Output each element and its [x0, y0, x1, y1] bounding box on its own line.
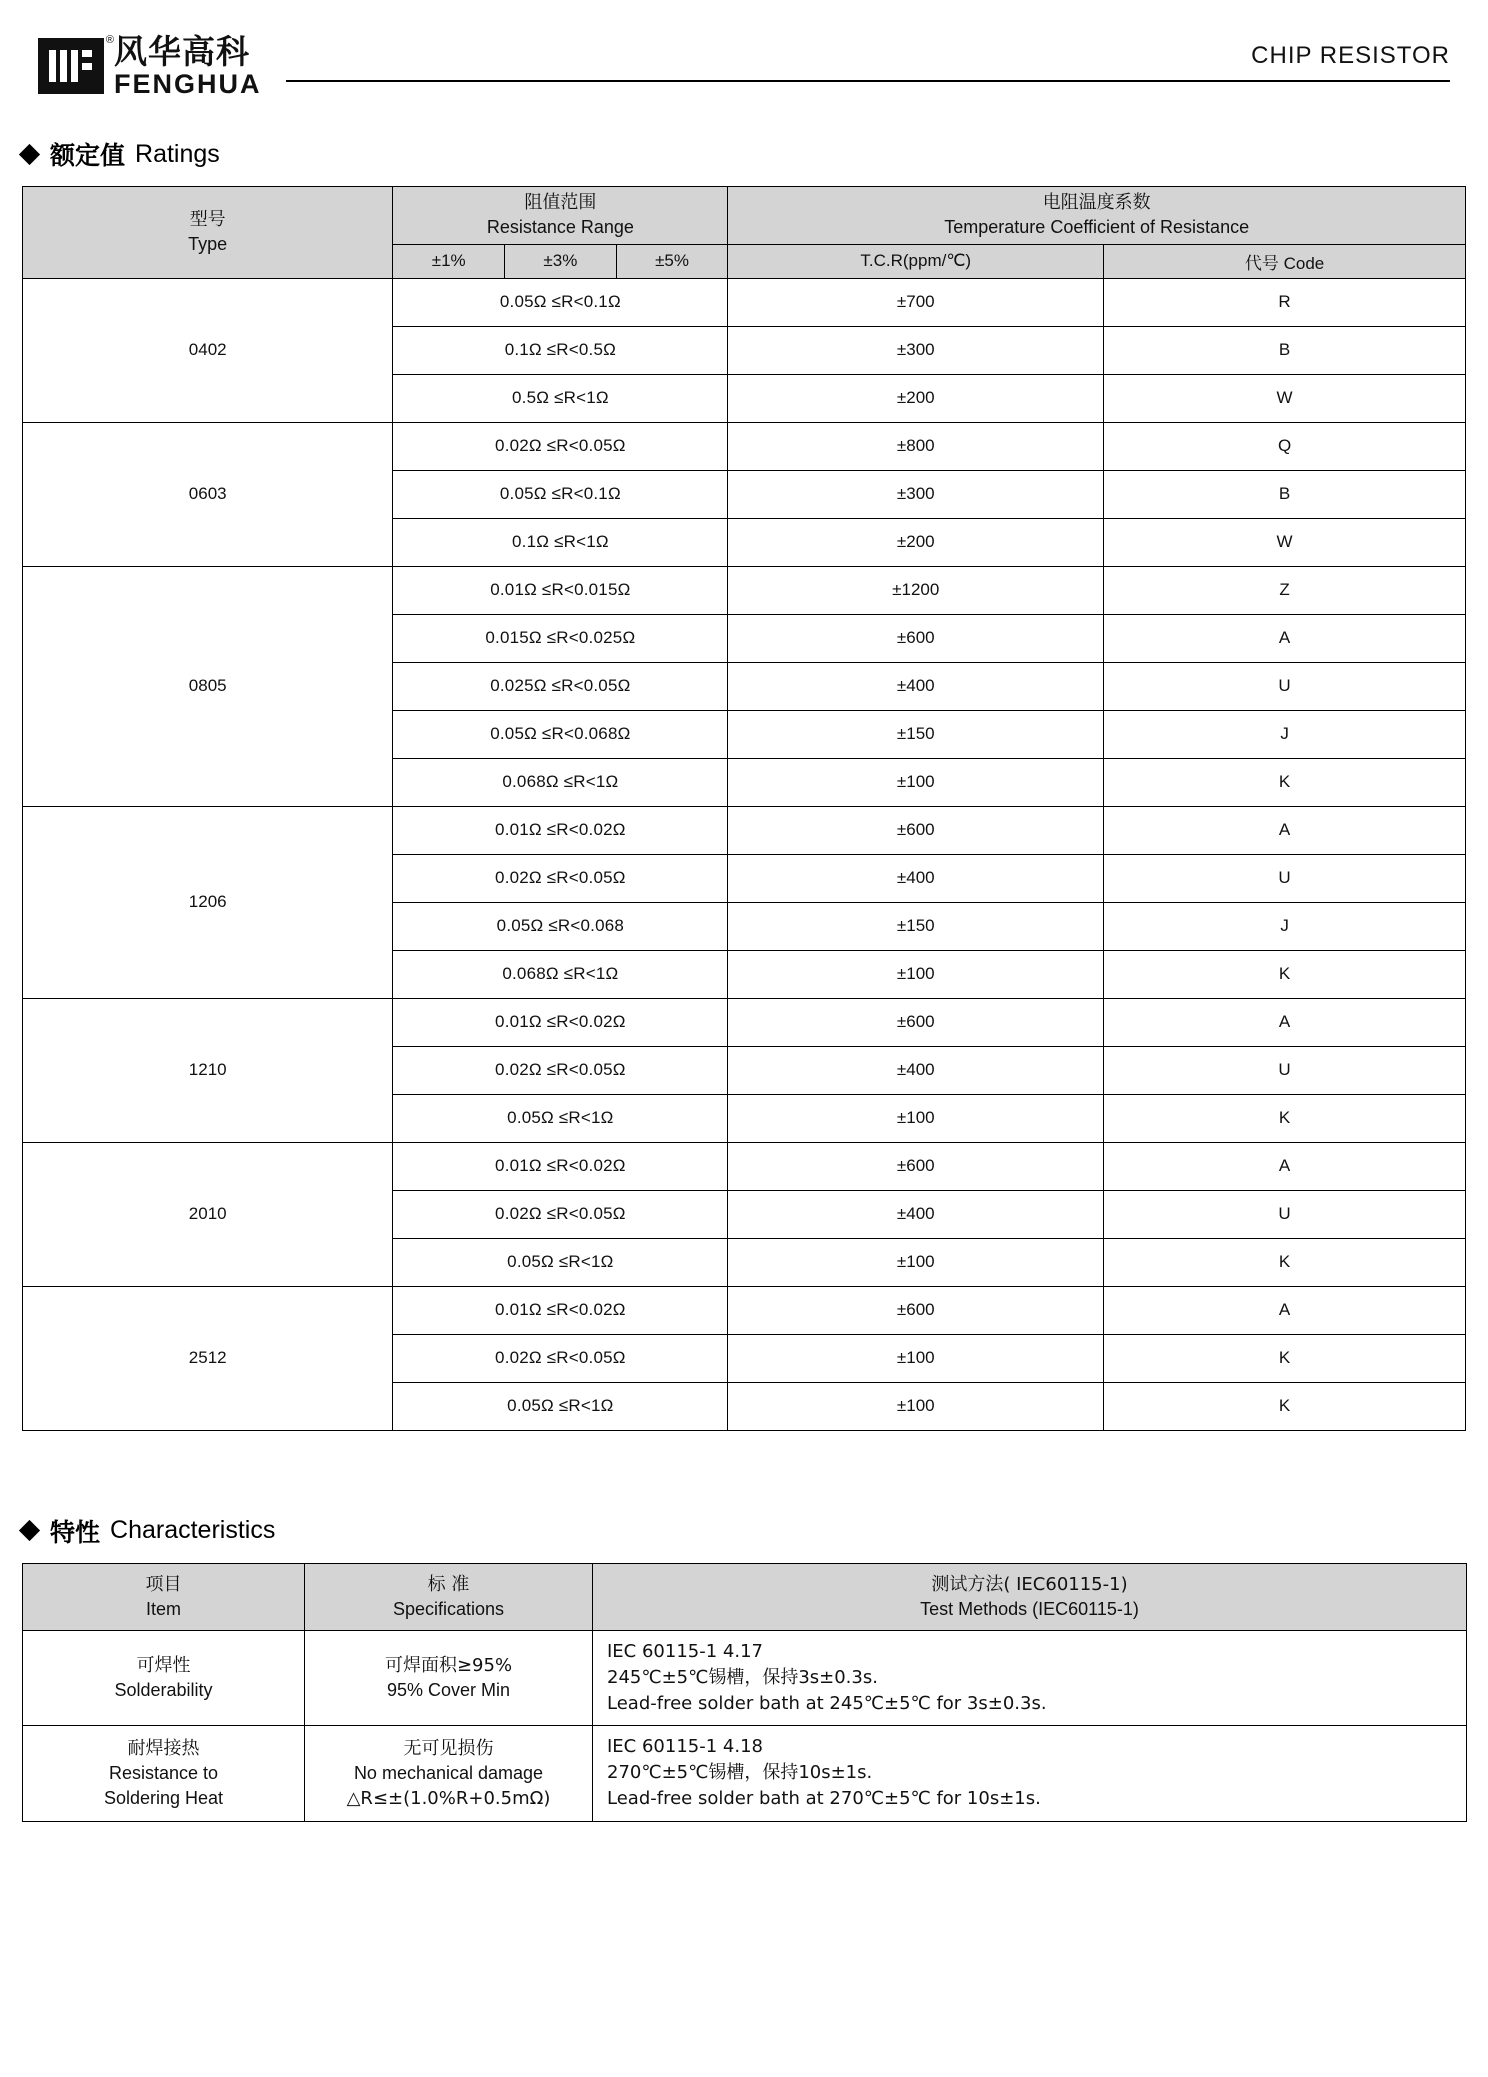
section-title-en: Ratings — [135, 139, 220, 168]
range-value: 0.02Ω ≤R<0.05Ω — [393, 1334, 728, 1382]
table-row — [23, 1286, 1466, 1334]
spec-extra: △R≤±(1.0%R+0.5mΩ) — [346, 1787, 551, 1809]
header-test-methods — [593, 1563, 1467, 1630]
header-type — [23, 187, 393, 279]
brand-logo — [38, 31, 262, 99]
header-divider — [286, 80, 1451, 82]
tcr-value: ±100 — [728, 1334, 1104, 1382]
fenghua-logo-icon — [38, 34, 114, 94]
header-resistance-range — [393, 187, 728, 245]
range-value: 0.05Ω ≤R<1Ω — [393, 1382, 728, 1430]
header-tol-3: ±3% — [505, 244, 617, 278]
code-value: Z — [1104, 566, 1466, 614]
code-value: U — [1104, 1190, 1466, 1238]
range-value: 0.068Ω ≤R<1Ω — [393, 758, 728, 806]
spec-en: No mechanical damage — [353, 1762, 544, 1783]
code-value: B — [1104, 470, 1466, 518]
header-tcr-group — [728, 187, 1466, 245]
tcr-value: ±700 — [728, 278, 1104, 326]
range-value: 0.02Ω ≤R<0.05Ω — [393, 1046, 728, 1094]
tcr-value: ±400 — [728, 1190, 1104, 1238]
range-value: 0.01Ω ≤R<0.02Ω — [393, 1286, 728, 1334]
header-code: 代号 Code — [1104, 244, 1466, 278]
table-row — [23, 422, 1466, 470]
header-range-en: Resistance Range — [486, 217, 634, 238]
header-item-en: Item — [145, 1598, 181, 1619]
type-label: 1210 — [23, 998, 393, 1142]
range-value: 0.05Ω ≤R<1Ω — [393, 1094, 728, 1142]
spec-cn: 可焊面积≥95% — [384, 1654, 513, 1676]
tcr-value: ±600 — [728, 1286, 1104, 1334]
test-resistance-to-soldering-heat — [593, 1726, 1467, 1821]
brand-text — [114, 31, 262, 99]
section-title-en: Characteristics — [110, 1516, 276, 1545]
test-line: Lead-free solder bath at 270℃±5℃ for 10s±1s. — [607, 1788, 1041, 1810]
header-type-cn: 型号 — [189, 209, 226, 230]
tcr-value: ±800 — [728, 422, 1104, 470]
code-value: A — [1104, 614, 1466, 662]
tcr-value: ±400 — [728, 662, 1104, 710]
test-line: Lead-free solder bath at 245℃±5℃ for 3s±0.3s. — [607, 1693, 1047, 1715]
type-label: 0805 — [23, 566, 393, 806]
document-title: CHIP RESISTOR — [1251, 42, 1450, 69]
item-label-en2: Soldering Heat — [103, 1787, 224, 1808]
code-value: J — [1104, 902, 1466, 950]
code-value: J — [1104, 710, 1466, 758]
code-value: U — [1104, 1046, 1466, 1094]
item-label-cn: 耐焊接热 — [127, 1737, 200, 1759]
range-value: 0.05Ω ≤R<0.068Ω — [393, 710, 728, 758]
header-item-cn: 项目 — [145, 1573, 182, 1595]
tcr-value: ±1200 — [728, 566, 1104, 614]
item-solderability — [23, 1630, 305, 1725]
range-value: 0.01Ω ≤R<0.02Ω — [393, 1142, 728, 1190]
spec-solderability — [305, 1630, 593, 1725]
range-value: 0.01Ω ≤R<0.02Ω — [393, 806, 728, 854]
tcr-value: ±400 — [728, 854, 1104, 902]
code-value: A — [1104, 1286, 1466, 1334]
code-value: A — [1104, 1142, 1466, 1190]
type-label: 0402 — [23, 278, 393, 422]
header-tol-5: ±5% — [616, 244, 728, 278]
test-line: 270℃±5℃锡槽，保持10s±1s. — [607, 1762, 873, 1784]
header-type-en: Type — [188, 234, 228, 255]
tcr-value: ±100 — [728, 1094, 1104, 1142]
range-value: 0.068Ω ≤R<1Ω — [393, 950, 728, 998]
code-value: U — [1104, 662, 1466, 710]
section-title-cn: 额定值 — [50, 141, 126, 170]
ratings-table — [22, 186, 1466, 1431]
table-header-row — [23, 187, 1466, 245]
tcr-value: ±150 — [728, 902, 1104, 950]
header-range-cn: 阻值范围 — [524, 192, 597, 213]
header-tcr-cn: 电阻温度系数 — [1042, 192, 1151, 213]
range-value: 0.1Ω ≤R<1Ω — [393, 518, 728, 566]
spec-en: 95% Cover Min — [386, 1680, 511, 1701]
table-row — [23, 806, 1466, 854]
header-test-en: Test Methods (IEC60115-1) — [920, 1598, 1139, 1619]
range-value: 0.05Ω ≤R<0.1Ω — [393, 278, 728, 326]
brand-name-cn: 风华高科 — [114, 31, 250, 71]
type-label: 0603 — [23, 422, 393, 566]
code-value: R — [1104, 278, 1466, 326]
table-row — [23, 278, 1466, 326]
section-spacer — [0, 1431, 1488, 1485]
tcr-value: ±150 — [728, 710, 1104, 758]
test-line: IEC 60115-1 4.17 — [607, 1640, 763, 1662]
item-label-cn: 可焊性 — [136, 1654, 191, 1676]
type-label: 2010 — [23, 1142, 393, 1286]
range-value: 0.02Ω ≤R<0.05Ω — [393, 1190, 728, 1238]
test-line: IEC 60115-1 4.18 — [607, 1736, 763, 1758]
code-value: A — [1104, 806, 1466, 854]
range-value: 0.05Ω ≤R<1Ω — [393, 1238, 728, 1286]
tcr-value: ±100 — [728, 1382, 1104, 1430]
header-tol-1: ±1% — [393, 244, 505, 278]
table-row — [23, 1726, 1467, 1821]
registered-trademark-icon: ® — [105, 34, 114, 46]
range-value: 0.025Ω ≤R<0.05Ω — [393, 662, 728, 710]
table-header-row — [23, 1563, 1467, 1630]
characteristics-table — [22, 1563, 1467, 1822]
header-tcr-value: T.C.R(ppm/℃) — [728, 244, 1104, 278]
tcr-value: ±400 — [728, 1046, 1104, 1094]
header-spec-cn: 标 准 — [427, 1573, 470, 1595]
header-test-cn: 测试方法( IEC60115-1) — [931, 1573, 1128, 1595]
section-title-cn: 特性 — [50, 1517, 101, 1547]
spec-cn: 无可见损伤 — [403, 1737, 494, 1759]
code-value: W — [1104, 518, 1466, 566]
code-value: K — [1104, 1382, 1466, 1430]
range-value: 0.015Ω ≤R<0.025Ω — [393, 614, 728, 662]
table-row — [23, 998, 1466, 1046]
code-value: K — [1104, 950, 1466, 998]
range-value: 0.01Ω ≤R<0.015Ω — [393, 566, 728, 614]
header-specifications — [305, 1563, 593, 1630]
section-heading-ratings — [22, 136, 1488, 172]
tcr-value: ±600 — [728, 614, 1104, 662]
test-line: 245℃±5℃锡槽，保持3s±0.3s. — [607, 1667, 878, 1689]
code-value: K — [1104, 1238, 1466, 1286]
tcr-value: ±100 — [728, 1238, 1104, 1286]
code-value: W — [1104, 374, 1466, 422]
tcr-value: ±100 — [728, 758, 1104, 806]
header-item — [23, 1563, 305, 1630]
code-value: B — [1104, 326, 1466, 374]
table-row — [23, 1142, 1466, 1190]
range-value: 0.05Ω ≤R<0.068 — [393, 902, 728, 950]
code-value: K — [1104, 1094, 1466, 1142]
item-resistance-to-soldering-heat — [23, 1726, 305, 1821]
tcr-value: ±600 — [728, 806, 1104, 854]
tcr-value: ±600 — [728, 998, 1104, 1046]
table-row — [23, 1630, 1467, 1725]
item-label-en: Resistance to — [108, 1762, 219, 1783]
tcr-value: ±600 — [728, 1142, 1104, 1190]
range-value: 0.01Ω ≤R<0.02Ω — [393, 998, 728, 1046]
spec-resistance-to-soldering-heat — [305, 1726, 593, 1821]
code-value: Q — [1104, 422, 1466, 470]
diamond-bullet-icon — [19, 143, 40, 164]
tcr-value: ±200 — [728, 518, 1104, 566]
range-value: 0.1Ω ≤R<0.5Ω — [393, 326, 728, 374]
tcr-value: ±100 — [728, 950, 1104, 998]
code-value: A — [1104, 998, 1466, 1046]
tcr-value: ±300 — [728, 470, 1104, 518]
code-value: K — [1104, 758, 1466, 806]
range-value: 0.02Ω ≤R<0.05Ω — [393, 422, 728, 470]
tcr-value: ±200 — [728, 374, 1104, 422]
header-tcr-en: Temperature Coefficient of Resistance — [944, 217, 1250, 238]
brand-name-en: FENGHUA — [114, 68, 262, 99]
table-row — [23, 566, 1466, 614]
range-value: 0.5Ω ≤R<1Ω — [393, 374, 728, 422]
header-spec-en: Specifications — [392, 1598, 505, 1619]
section-heading-characteristics — [22, 1513, 1488, 1549]
test-solderability — [593, 1630, 1467, 1725]
type-label: 1206 — [23, 806, 393, 998]
range-value: 0.05Ω ≤R<0.1Ω — [393, 470, 728, 518]
code-value: K — [1104, 1334, 1466, 1382]
type-label: 2512 — [23, 1286, 393, 1430]
diamond-bullet-icon — [19, 1520, 40, 1541]
range-value: 0.02Ω ≤R<0.05Ω — [393, 854, 728, 902]
code-value: U — [1104, 854, 1466, 902]
item-label-en: Solderability — [114, 1680, 213, 1701]
tcr-value: ±300 — [728, 326, 1104, 374]
